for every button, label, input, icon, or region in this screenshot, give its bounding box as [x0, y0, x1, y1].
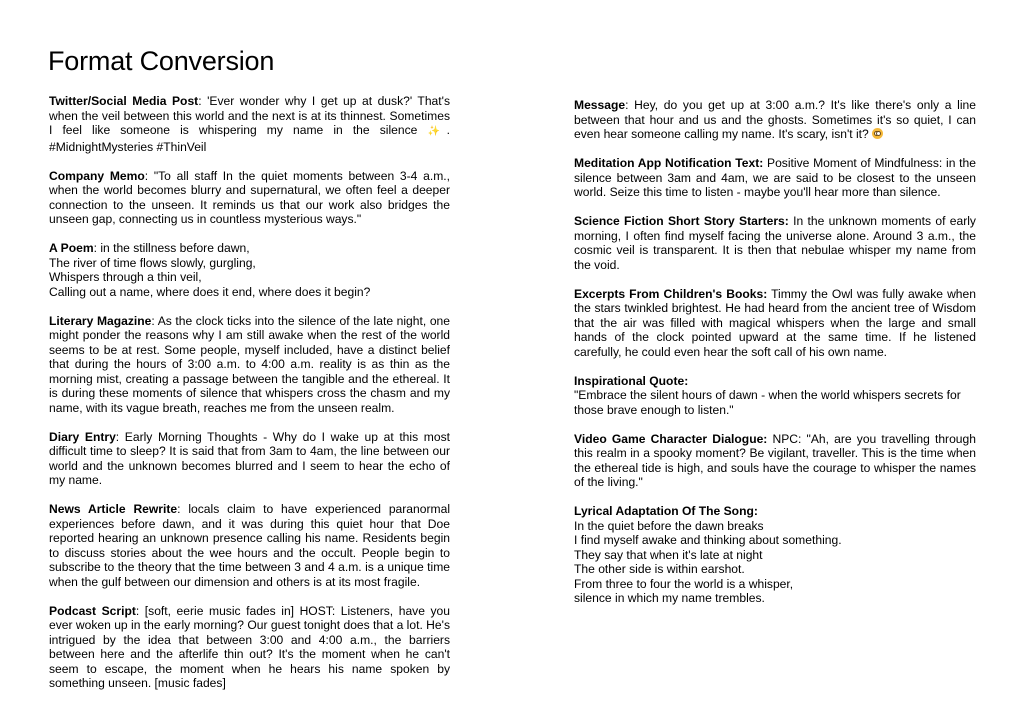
section-video-game-dialogue — [574, 432, 976, 490]
lyric-line: silence in which my name trembles. — [574, 591, 765, 605]
section-label: Lyrical Adaptation Of The Song: — [574, 504, 758, 518]
section-diary-entry — [49, 430, 450, 488]
section-news-article — [49, 502, 450, 589]
poem-line-text: in the stillness before dawn, — [100, 241, 250, 255]
quote-text: "Embrace the silent hours of dawn - when the world whispers secrets for those brave enough to listen." — [574, 388, 961, 417]
section-text: Positive Moment of Mindfulness: in the silence between 3am and 4am, we are said to be closest to the unseen world. Seize this time to listen - maybe you'll hear more than silence. — [574, 156, 976, 199]
label-separator: : — [135, 603, 145, 618]
section-text: Hey, do you get up at 3:00 a.m.? It's like there's only a line between that hour and us and the ghosts. Sometimes it's so quiet, I can even hear someone calling my name. It's scary, isn't it? — [574, 98, 976, 141]
section-text: locals claim to have experienced paranormal experiences before dawn, and it was during this quiet hour that Doe reported hearing an unknown presence calling his name. Residents begin to discuss stories about the wee hours and the occult. People begin to subscribe to the theory that the time between 3 and 4 a.m. is a unique time when the gulf between our dimension and others is at its most fragile. — [49, 502, 450, 589]
section-label: Podcast Script — [49, 603, 136, 618]
section-text: [soft, eerie music fades in] HOST: Listeners, have you ever woken up in the early morning? Our guest tonight does that a lot. He's intrigued by the idea that between 3:00 and 4:00 a.m., the barriers between here and the afterlife thin out? It's the moment when he can't seem to escape, the moment when he hears his name spoken by something unseen. [music fades] — [49, 603, 450, 690]
section-label: Diary Entry — [49, 429, 116, 444]
section-text: "To all staff In the quiet moments between 3-4 a.m., when the world becomes blurry and supernatural, we often feel a deeper connection to the unseen. It reminds us that our work also bridges the unseen gap, connecting us in countless mysterious ways." — [49, 168, 450, 226]
section-text: NPC: "Ah, are you travelling through this realm in a spooky moment? Be vigilant, traveller. This is the time when the ethereal tide is high, and souls have the courage to whisper the names of the living." — [574, 431, 976, 489]
section-label: Inspirational Quote: — [574, 373, 689, 388]
lyric-line: In the quiet before the dawn breaks — [574, 518, 764, 533]
section-text: Early Morning Thoughts - Why do I wake up at this most difficult time to sleep? It is said that from 3am to 4am, the line between our world and the unknown becomes blurred and I seem to hear the echo of my name. — [49, 429, 450, 487]
section-label: Company Memo — [49, 168, 145, 183]
section-label: Excerpts From Children's Books: — [574, 286, 768, 301]
poem-line: The river of time flows slowly, gurgling, — [49, 255, 256, 270]
right-column — [574, 98, 976, 620]
section-label: Twitter/Social Media Post — [49, 94, 199, 108]
section-text: 'Ever wonder why I get up at dusk?' That's when the veil between this world and the next is at its thinnest. Sometimes I feel like someone is whispering my name in the silence — [49, 94, 450, 137]
label-separator: : — [115, 429, 125, 444]
poem-line — [49, 241, 450, 256]
left-column — [49, 94, 450, 705]
section-poem — [49, 241, 450, 299]
section-text-after: . #MidnightMysteries #ThinVeil — [49, 123, 451, 154]
page-title: Format Conversion — [48, 46, 275, 76]
label-separator: : — [198, 94, 208, 108]
section-label: Meditation App Notification Text: — [574, 156, 764, 170]
section-lyrical-adaptation — [574, 504, 976, 606]
section-childrens-books — [574, 287, 976, 360]
lyric-line: From three to four the world is a whisper, — [574, 576, 794, 591]
section-sci-fi-starters — [574, 214, 976, 272]
label-separator: : — [93, 241, 101, 255]
label-separator: : — [151, 313, 158, 328]
lyric-line: The other side is within earshot. — [574, 562, 745, 576]
section-label: Message — [574, 98, 626, 112]
label-separator: : — [625, 98, 635, 112]
section-meditation-app — [574, 156, 976, 200]
label-separator: : — [144, 168, 154, 183]
section-literary-magazine — [49, 314, 450, 416]
section-label: Science Fiction Short Story Starters: — [574, 214, 789, 228]
sparkles-icon: ✨ — [427, 126, 447, 137]
section-message — [574, 98, 976, 142]
section-text: In the unknown moments of early morning, I often find myself facing the universe alone. Around 3 a.m., the cosmic veil is transparent. It is then that nebulae whisper my name from the void. — [574, 214, 976, 272]
lyric-line: They say that when it's late at night — [574, 547, 763, 562]
section-inspirational-quote — [574, 374, 976, 418]
poem-line: Calling out a name, where does it end, where does it begin? — [49, 284, 371, 299]
section-company-memo — [49, 169, 450, 227]
poem-line: Whispers through a thin veil, — [49, 270, 202, 284]
section-text: As the clock ticks into the silence of the late night, one might ponder the reasons why I am still awake when the rest of the world seems to be at rest. Some people, myself included, have a distinct belief that during the hours of 3:00 a.m. to 4:00 a.m. reality is as thin as the morning mist, creating a passage between the tangible and the ethereal. It is during these moments of silence that whispers cross the chasm and my name, with its vague breath, reaches me from the unseen realm. — [49, 313, 450, 415]
section-label: A Poem — [49, 241, 94, 255]
section-podcast-script — [49, 604, 450, 691]
flushed-face-icon — [872, 128, 883, 139]
label-separator: : — [177, 502, 189, 516]
section-label: News Article Rewrite — [49, 502, 178, 516]
section-label: Video Game Character Dialogue: — [574, 431, 768, 446]
lyric-line: I find myself awake and thinking about something. — [574, 533, 842, 547]
section-label: Literary Magazine — [49, 313, 152, 328]
section-text: Timmy the Owl was fully awake when the stars twinkled brightest. He had heard from the ancient tree of Wisdom that the air was filled with magical whispers when the large and small hands of the clock pointed upward at the same time. If he listened carefully, he could even hear the soft call of his own name. — [574, 286, 976, 359]
section-twitter-post — [49, 94, 450, 154]
